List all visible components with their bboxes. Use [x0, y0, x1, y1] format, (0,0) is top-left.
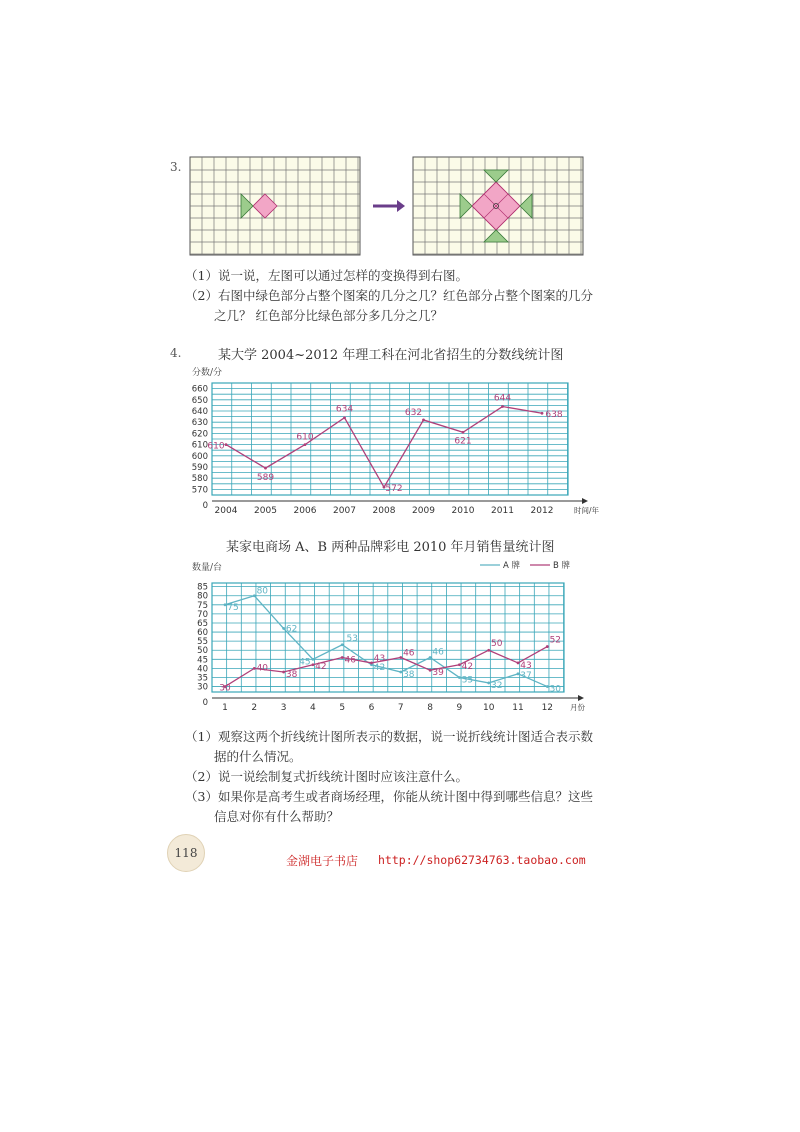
transform-arrow [373, 200, 405, 212]
origin-label: 0 [202, 501, 208, 511]
chart1-y-unit: 分数/分 [192, 368, 223, 378]
x-tick-label: 11 [512, 703, 524, 713]
y-tick-label: 40 [197, 664, 208, 675]
data-point [501, 405, 504, 408]
x-axis-label: 月份 [570, 703, 585, 712]
x-tick-label: 2009 [412, 506, 435, 515]
x-axis-arrow-icon [582, 498, 588, 504]
data-point [546, 685, 549, 688]
x-tick-label: 4 [310, 703, 316, 713]
data-point [253, 594, 256, 597]
y-tick-label: 610 [191, 440, 208, 451]
q3-question-2-cont: 之几？ 红色部分比绿色部分多几分之几？ [214, 308, 443, 323]
y-tick-label: 570 [191, 485, 208, 496]
y-tick-label: 620 [191, 429, 208, 440]
page-number-badge [167, 834, 205, 872]
y-tick-label: 55 [197, 637, 208, 648]
q3-question-1: （1）说一说，左图可以通过怎样的变换得到右图。 [185, 268, 468, 283]
data-point [341, 656, 344, 659]
y-tick-label: 85 [197, 582, 208, 593]
data-label: 37 [520, 670, 532, 681]
data-point [546, 645, 549, 648]
q3-figure [185, 155, 585, 260]
page-number: 118 [174, 846, 198, 860]
data-label: 46 [403, 648, 415, 659]
x-tick-label: 7 [397, 703, 404, 713]
y-tick-label: 45 [197, 655, 208, 666]
data-point [399, 656, 402, 659]
footer-shop-name: 金湖电子书店 [286, 854, 359, 868]
y-tick-label: 600 [191, 451, 208, 462]
data-point [541, 412, 544, 415]
data-label: 35 [461, 675, 474, 686]
data-label: 43 [520, 660, 532, 671]
y-tick-label: 35 [197, 673, 208, 684]
data-label: 53 [346, 633, 358, 644]
data-point [422, 419, 425, 422]
x-tick-label: 2011 [491, 506, 514, 515]
data-point [312, 658, 315, 661]
data-point [341, 643, 344, 646]
chart1-score-line-chart [180, 375, 620, 515]
x-tick-label: 2006 [293, 506, 317, 515]
data-label: 572 [385, 484, 403, 495]
data-point [343, 416, 346, 419]
data-label: 610 [296, 432, 314, 443]
q3-question-2: （2）右图中绿色部分占整个图案的几分之几？红色部分占整个图案的几分 [185, 288, 593, 303]
data-label: 38 [285, 670, 298, 681]
data-point [264, 467, 267, 470]
data-point [487, 649, 490, 652]
x-tick-label: 2010 [451, 506, 475, 515]
data-label: 632 [404, 407, 423, 418]
data-point [282, 671, 285, 674]
data-label: 50 [490, 639, 503, 650]
y-tick-label: 660 [191, 384, 208, 395]
x-tick-label: 2008 [372, 506, 396, 515]
data-label: 40 [256, 663, 269, 674]
y-tick-label: 75 [197, 600, 208, 611]
data-point [517, 662, 520, 665]
chart1-title: 某大学 2004~2012 年理工科在河北省招生的分数线统计图 [218, 348, 564, 363]
x-axis-arrow-icon [578, 695, 584, 701]
data-point [458, 663, 461, 666]
x-tick-label: 3 [280, 703, 287, 713]
chart2-sales-line-chart [180, 557, 620, 717]
y-tick-label: 630 [191, 418, 208, 429]
x-tick-label: 2005 [254, 506, 277, 515]
data-point [224, 603, 227, 606]
x-tick-label: 2 [251, 703, 258, 713]
data-label: 42 [315, 661, 327, 672]
y-tick-label: 50 [197, 646, 208, 657]
y-tick-label: 70 [197, 609, 208, 620]
y-tick-label: 640 [191, 407, 208, 417]
legend-label: B 牌 [553, 561, 571, 571]
data-point [225, 443, 228, 446]
right-grid [413, 157, 583, 255]
data-point [370, 662, 373, 665]
data-label: 621 [454, 436, 472, 447]
x-tick-label: 1 [222, 703, 228, 713]
q4-question-3: （3）如果你是高考生或者商场经理，你能从统计图中得到哪些信息？这些 [185, 789, 593, 804]
x-tick-label: 2007 [333, 506, 356, 515]
data-label: 75 [227, 602, 239, 613]
data-point [429, 669, 432, 672]
x-tick-label: 12 [541, 703, 554, 713]
data-point [253, 667, 256, 670]
data-label: 610 [207, 441, 225, 452]
x-tick-label: 10 [482, 703, 495, 713]
legend-label: A 牌 [503, 561, 521, 571]
q4-question-3-cont: 信息对你有什么帮助？ [214, 809, 340, 824]
data-label: 30 [549, 684, 562, 695]
data-point [517, 672, 520, 675]
footer-shop-url[interactable]: http://shop62734763.taobao.com [378, 853, 586, 867]
data-point [282, 627, 285, 630]
q4-question-1: （1）观察这两个折线统计图所表示的数据，说一说折线统计图适合表示数 [185, 729, 593, 744]
data-label: 45 [299, 657, 311, 668]
q4-question-2: （2）说一说绘制复式折线统计图时应该注意什么。 [185, 769, 468, 784]
data-label: 39 [432, 668, 444, 679]
q4-question-1-cont: 据的什么情况。 [214, 749, 302, 764]
data-label: 43 [373, 653, 386, 664]
data-label: 32 [490, 680, 503, 691]
y-tick-label: 80 [197, 591, 208, 602]
data-label: 46 [344, 655, 356, 666]
data-point [487, 682, 490, 685]
data-label: 42 [373, 662, 386, 673]
data-point [399, 671, 402, 674]
data-point [429, 656, 432, 659]
origin-label: 0 [202, 698, 208, 708]
left-grid [190, 157, 360, 255]
y-tick-label: 65 [197, 618, 208, 629]
data-label: 38 [403, 670, 415, 681]
y-tick-label: 30 [197, 682, 208, 693]
data-label: 42 [461, 661, 474, 672]
chart2-title: 某家电商场 A、B 两种品牌彩电 2010 年月销售量统计图 [226, 540, 555, 555]
x-tick-label: 2012 [530, 506, 554, 515]
question-4-number: 4. [170, 346, 182, 360]
data-label: 62 [285, 624, 298, 635]
data-label: 634 [335, 404, 354, 415]
data-label: 644 [493, 393, 512, 404]
x-tick-label: 6 [368, 703, 375, 713]
x-axis-label: 时间/年 [574, 506, 600, 515]
question-3-number: 3. [170, 160, 182, 174]
x-tick-label: 8 [427, 703, 433, 713]
data-point [462, 431, 465, 434]
data-point [312, 663, 315, 666]
x-tick-label: 2004 [214, 506, 238, 515]
x-tick-label: 5 [339, 703, 346, 713]
data-label: 638 [545, 410, 563, 421]
data-label: 30 [219, 683, 231, 694]
data-point [458, 676, 461, 679]
data-label: 80 [256, 586, 269, 597]
y-tick-label: 650 [191, 395, 208, 406]
data-label: 46 [432, 647, 444, 658]
data-label: 52 [549, 635, 562, 646]
y-tick-label: 590 [191, 463, 208, 473]
y-tick-label: 580 [191, 474, 208, 485]
x-tick-label: 9 [456, 703, 463, 713]
data-label: 589 [256, 473, 275, 484]
y-tick-label: 60 [197, 628, 208, 639]
chart2-y-unit: 数量/台 [192, 563, 223, 573]
data-point [304, 443, 307, 446]
